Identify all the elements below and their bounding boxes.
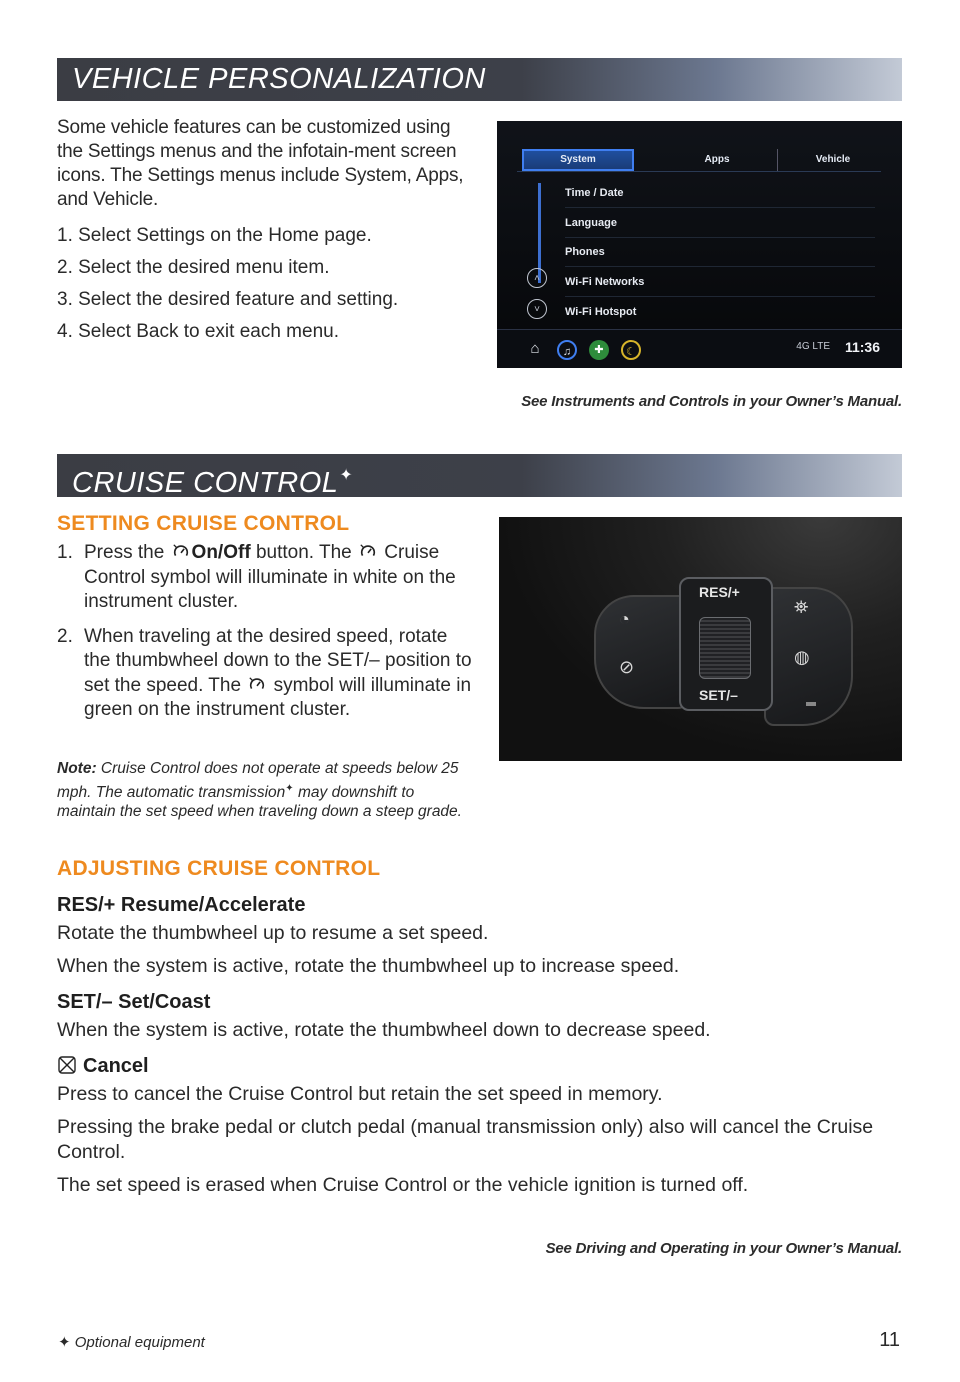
paragraph: When the system is active, rotate the thumbwheel up to increase speed.	[57, 955, 680, 977]
chevron-down-icon: ˅	[527, 299, 547, 319]
step-text: Cruise Control symbol will illuminate in white on the instrument cluster.	[84, 542, 456, 612]
screen-clock: 11:36	[844, 339, 880, 355]
cancel-icon	[57, 1055, 77, 1075]
settings-steps-list	[57, 224, 477, 352]
step-text: symbol will illuminate in green on the instrument cluster.	[84, 674, 472, 720]
page-number: 11	[879, 1329, 900, 1351]
heated-wheel-icon: ◍	[794, 647, 810, 667]
step-text: When traveling at the desired speed, rotate the thumbwheel down to the SET/– position to set the speed. The	[84, 625, 472, 696]
screen-menu-item: Phones	[565, 238, 875, 267]
screen-menu-item: Time / Date	[565, 179, 875, 208]
footer-text: Optional equipment	[74, 1334, 205, 1351]
section-banner-vehicle-personalization	[57, 58, 902, 101]
intro-paragraph: Some vehicle features can be customized using the Settings menus and the infotain-ment screen icons. The Settings menus include System, Apps, and Vehicle.	[57, 117, 464, 210]
indicator-light	[806, 702, 816, 706]
screen-tab-apps: Apps	[704, 154, 730, 165]
cruise-cancel-icon: ⊘	[619, 657, 635, 677]
set-subheading: SET/– Set/Coast	[57, 991, 211, 1013]
list-item	[57, 541, 477, 615]
res-label: RES/+	[699, 584, 740, 600]
list-item: 4. Select Back to exit each menu.	[57, 321, 339, 342]
chevron-up-icon: ˄	[527, 268, 547, 288]
footer-note	[58, 1333, 205, 1351]
network-status: 4G LTE	[796, 341, 830, 352]
screen-tab-bar	[517, 149, 881, 172]
step-number: 1.	[57, 542, 73, 563]
list-item: 2. Select the desired menu item.	[57, 257, 330, 278]
cruise-on-off-icon: ◔	[619, 609, 630, 629]
cancel-subheading	[57, 1055, 907, 1078]
paragraph: Pressing the brake pedal or clutch pedal (manual transmission only) also will cancel the Cruise Control.	[57, 1116, 874, 1163]
cruise-control-icon	[248, 676, 266, 694]
note-text: may downshift to maintain the set speed when traveling down a steep grade.	[57, 783, 462, 821]
step-text: button. The	[255, 542, 352, 563]
left-button-pad	[594, 595, 688, 709]
section-title: CRUISE CONTROL	[72, 467, 339, 499]
manual-reference-caption: See Instruments and Controls in your Owner’s Manual.	[521, 393, 902, 410]
paragraph: Press to cancel the Cruise Control but retain the set speed in memory.	[57, 1083, 663, 1105]
step-number: 2.	[57, 625, 73, 647]
music-icon: ♫	[557, 340, 577, 360]
cruise-control-icon	[359, 543, 377, 561]
cruise-note	[57, 759, 477, 822]
note-text: Cruise Control does not operate at speeds below 25 mph. The automatic transmission	[57, 760, 459, 801]
paragraph: The set speed is erased when Cruise Control or the vehicle ignition is turned off.	[57, 1174, 749, 1196]
set-label: SET/–	[699, 687, 738, 703]
cruise-control-icon	[172, 543, 190, 561]
screen-menu-item: Language	[565, 209, 875, 238]
screen-menu-item: Wi-Fi Networks	[565, 268, 875, 297]
setting-steps-list	[57, 541, 477, 733]
on-off-label: On/Off	[191, 542, 251, 563]
manual-reference-caption: See Driving and Operating in your Owner’s Manual.	[545, 1240, 902, 1257]
thumbwheel	[699, 617, 751, 679]
phone-icon: ☾	[621, 340, 641, 360]
onstar-icon: ✚	[589, 340, 609, 360]
screen-tab-vehicle: Vehicle	[777, 149, 888, 171]
step-text: Press the	[84, 542, 165, 563]
screen-tab-system: System	[522, 149, 634, 171]
home-icon: ⌂	[530, 340, 540, 357]
cancel-label: Cancel	[83, 1055, 149, 1077]
adjusting-content	[57, 894, 907, 1206]
res-subheading: RES/+ Resume/Accelerate	[57, 894, 306, 916]
list-item	[57, 625, 477, 723]
screen-menu-item: Wi-Fi Hotspot	[565, 306, 637, 318]
adjusting-cruise-heading: ADJUSTING CRUISE CONTROL	[57, 857, 381, 880]
optional-equipment-mark: ✦	[58, 1334, 71, 1351]
paragraph: When the system is active, rotate the thumbwheel down to decrease speed.	[57, 1019, 711, 1041]
screen-bottom-bar	[497, 329, 902, 368]
section-title: VEHICLE PERSONALIZATION	[72, 63, 486, 95]
note-label: Note:	[57, 760, 97, 777]
paragraph: Rotate the thumbwheel up to resume a set speed.	[57, 922, 489, 944]
optional-equipment-mark: ✦	[285, 782, 294, 794]
steering-wheel-controls-photo	[499, 517, 902, 761]
infotainment-settings-photo	[497, 121, 902, 368]
forward-collision-icon: ⛯	[794, 597, 809, 617]
section-banner-cruise-control	[57, 454, 902, 497]
list-item: 1. Select Settings on the Home page.	[57, 225, 372, 246]
setting-cruise-heading: SETTING CRUISE CONTROL	[57, 512, 350, 535]
list-item: 3. Select the desired feature and setting.	[57, 289, 399, 310]
optional-equipment-mark: ✦	[339, 467, 354, 484]
